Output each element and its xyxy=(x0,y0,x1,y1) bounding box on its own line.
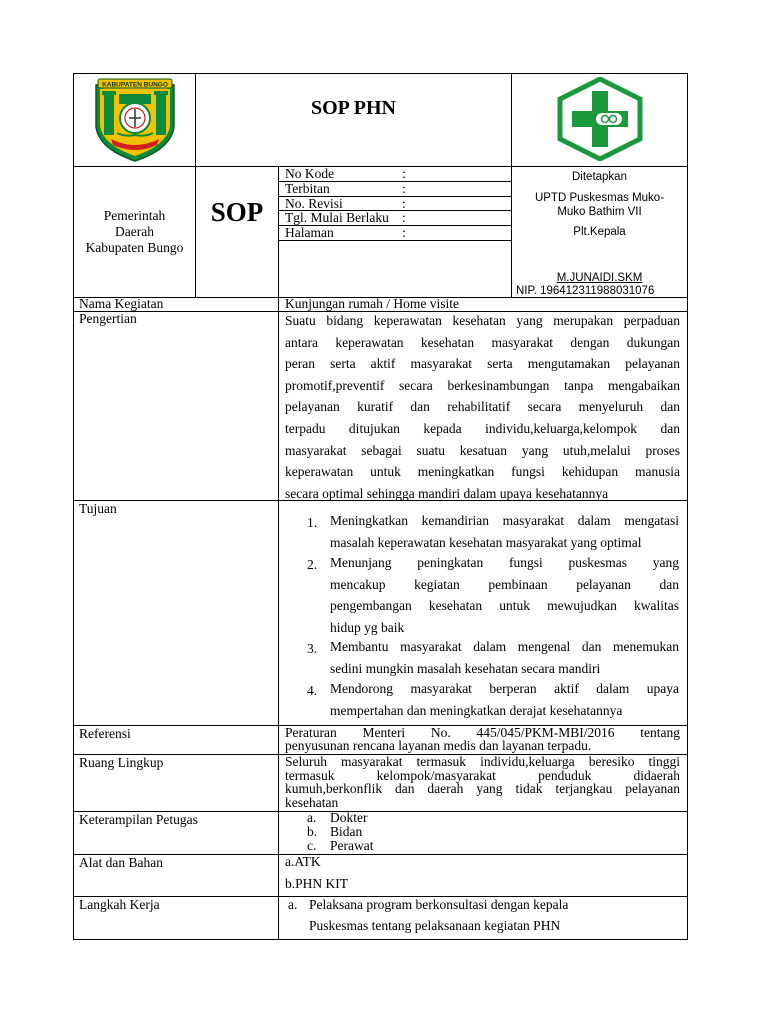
alat-item: b.PHN KIT xyxy=(285,876,348,891)
list-item-number: 4. xyxy=(307,683,318,698)
list-item: Mendorong masyarakat berperan aktif dalam upaya mempertahan dan meningkatkan derajat kesehatannya xyxy=(330,681,679,718)
label-nama-kegiatan: Nama Kegiatan xyxy=(79,296,164,311)
approval-position: Plt.Kepala xyxy=(573,226,626,238)
list-item: Menunjang peningkatan fungsi puskesmas yang mencakup kegiatan pembinaan pelayanan dan pengembangan kesehatan untuk mewujudkan kwalitas hidup yg baik xyxy=(330,555,679,635)
label-tujuan: Tujuan xyxy=(79,501,117,516)
list-item: Meningkatkan kemandirian masyarakat dalam mengatasi masalah keperawatan kesehatan masyarakat yang optimal xyxy=(330,513,679,550)
approval-name: M.JUNAIDI.SKM xyxy=(556,272,643,284)
value-nama-kegiatan: Kunjungan rumah / Home visite xyxy=(285,296,459,311)
approval-unit-line2: Muko Bathim VII xyxy=(557,206,642,218)
value-pengertian: Suatu bidang keperawatan kesehatan yang merupakan perpaduan antara keperawatan kesehatan masyarakat dengan dukungan peran serta aktif masyarakat serta mengutamakan pelayanan promotif,preventif secara berkesinambungan tanpa mengabaikan pelayanan kuratif dan rehabilitatif secara menyeluruh dan terpadu ditujukan kepada individu,keluarga,kelompok dan masyarakat sebagai suatu kesatuan yang utuh,melalui proses keperawatan untuk meningkatkan fungsi kehidupan manusia secara optimal sehingga mandiri dalam upaya kesehatannya xyxy=(285,313,680,501)
kabupaten-bungo-crest xyxy=(91,77,179,163)
label-ruang-lingkup: Ruang Lingkup xyxy=(79,755,164,770)
list-item-number: 2. xyxy=(307,557,318,572)
svg-text:KABUPATEN BUNGO: KABUPATEN BUNGO xyxy=(102,81,168,89)
label-referensi: Referensi xyxy=(79,726,131,741)
list-item: Membantu masyarakat dalam mengenal dan menemukan sedini mungkin masalah kesehatan secara mandiri xyxy=(330,639,679,676)
approval-nip: NIP. 196412311988031076 xyxy=(516,285,655,297)
list-item-number: 1. xyxy=(307,515,318,530)
organization-name: Pemerintah Daerah Kabupaten Bungo xyxy=(85,208,184,255)
label-langkah-kerja: Langkah Kerja xyxy=(79,897,160,912)
label-pengertian: Pengertian xyxy=(79,311,137,326)
langkah-item-number: a. xyxy=(288,897,298,912)
sop-label: SOP xyxy=(210,197,264,227)
document-title: SOP PHN xyxy=(310,97,396,119)
approval-unit-line1: UPTD Puskesmas Muko- xyxy=(534,192,665,204)
value-referensi: Peraturan Menteri No. 445/045/PKM-MBI/2016 tentang penyusunan rencana layanan medis dan layanan terpadu. xyxy=(285,725,680,753)
puskesmas-logo xyxy=(556,77,644,161)
approval-block xyxy=(512,170,687,239)
approval-ditetapkan: Ditetapkan xyxy=(572,171,627,183)
label-keterampilan-petugas: Keterampilan Petugas xyxy=(79,812,198,827)
langkah-item-line: Pelaksana program berkonsultasi dengan kepala xyxy=(309,897,569,912)
label-alat-dan-bahan: Alat dan Bahan xyxy=(79,855,163,870)
alat-item: a.ATK xyxy=(285,854,321,869)
list-item-number: 3. xyxy=(307,641,318,656)
langkah-item-line: Puskesmas tentang pelaksanaan kegiatan PHN xyxy=(309,918,561,933)
value-ruang-lingkup: Seluruh masyarakat termasuk individu,keluarga beresiko tinggi termasuk kelompok/masyarakat penduduk didaerah kumuh,berkonflik dan daerah yang tidak terjangkau pelayanan kesehatan xyxy=(285,754,680,810)
